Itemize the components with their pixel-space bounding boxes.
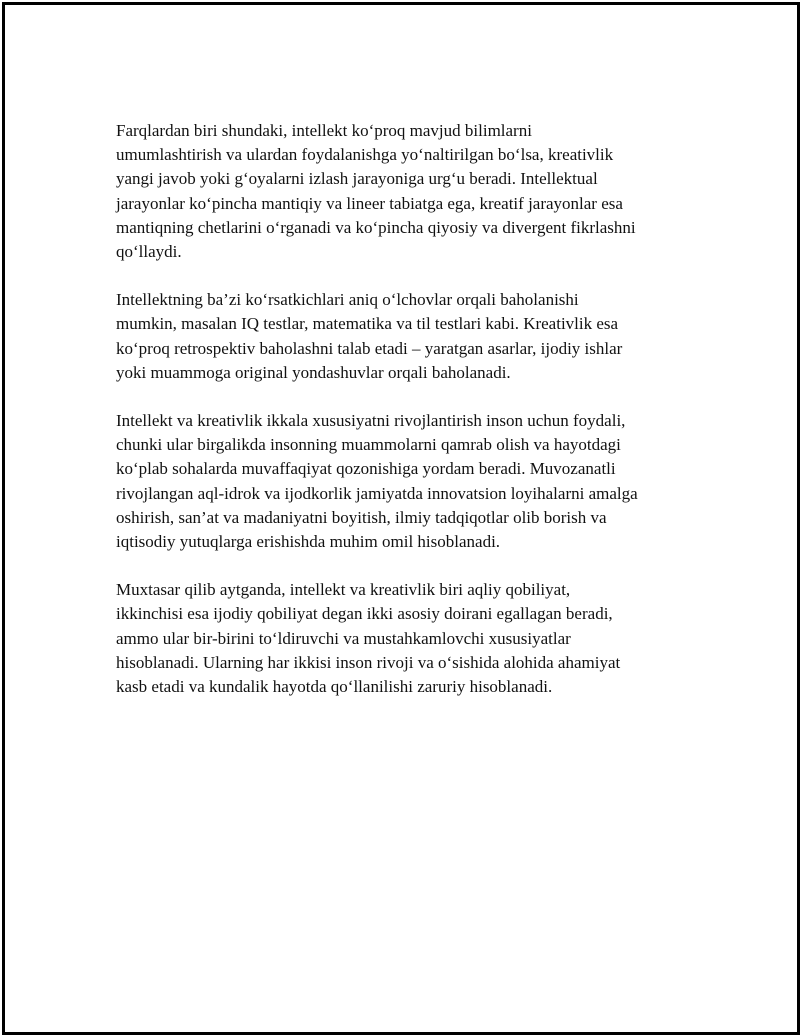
document-body (116, 119, 706, 723)
text-line: yangi javob yoki g‘oyalarni izlash jarayoniga urg‘u beradi. Intellektual (116, 169, 598, 189)
text-line: jarayonlar ko‘pincha mantiqiy va lineer tabiatga ega, kreatif jarayonlar esa (116, 193, 623, 213)
text-line: Intellekt va kreativlik ikkala xususiyatni rivojlantirish inson uchun foydali, (116, 411, 626, 431)
text-line: chunki ular birgalikda insonning muammolarni qamrab olish va hayotdagi (116, 435, 621, 455)
text-line: qo‘llaydi. (116, 242, 182, 262)
text-line: rivojlangan aql-idrok va ijodkorlik jamiyatda innovatsion loyihalarni amalga (116, 483, 638, 503)
text-line: umumlashtirish va ulardan foydalanishga yo‘naltirilgan bo‘lsa, kreativlik (116, 145, 614, 165)
text-line: Muxtasar qilib aytganda, intellekt va kreativlik biri aqliy qobiliyat, (116, 580, 571, 600)
text-line: ko‘plab sohalarda muvaffaqiyat qozonishiga yordam beradi. Muvozanatli (116, 459, 616, 479)
paragraph-4 (116, 578, 706, 699)
text-line: Farqlardan biri shundaki, intellekt ko‘proq mavjud bilimlarni (116, 121, 532, 140)
text-line: mantiqning chetlarini o‘rganadi va ko‘pincha qiyosiy va divergent fikrlashni (116, 217, 636, 237)
text-line: kasb etadi va kundalik hayotda qo‘llanilishi zaruriy hisoblanadi. (116, 677, 553, 697)
text-line: yoki muammoga original yondashuvlar orqali baholanadi. (116, 362, 511, 382)
text-line: ko‘proq retrospektiv baholashni talab etadi – yaratgan asarlar, ijodiy ishlar (116, 338, 623, 358)
text-line: ikkinchisi esa ijodiy qobiliyat degan ikki asosiy doirani egallagan beradi, (116, 604, 613, 624)
text-line: oshirish, san’at va madaniyatni boyitish, ilmiy tadqiqotlar olib borish va (116, 507, 607, 527)
text-line: iqtisodiy yutuqlarga erishishda muhim omil hisoblanadi. (116, 532, 501, 552)
text-line: hisoblanadi. Ularning har ikkisi inson rivoji va o‘sishida alohida ahamiyat (116, 652, 621, 672)
paragraph-1 (116, 119, 706, 264)
paragraph-2 (116, 288, 706, 385)
text-line: Intellektning ba’zi ko‘rsatkichlari aniq o‘lchovlar orqali baholanishi (116, 290, 579, 310)
text-line: ammo ular bir-birini to‘ldiruvchi va mustahkamlovchi xususiyatlar (116, 628, 571, 648)
paragraph-3 (116, 409, 706, 554)
text-line: mumkin, masalan IQ testlar, matematika va til testlari kabi. Kreativlik esa (116, 314, 619, 334)
